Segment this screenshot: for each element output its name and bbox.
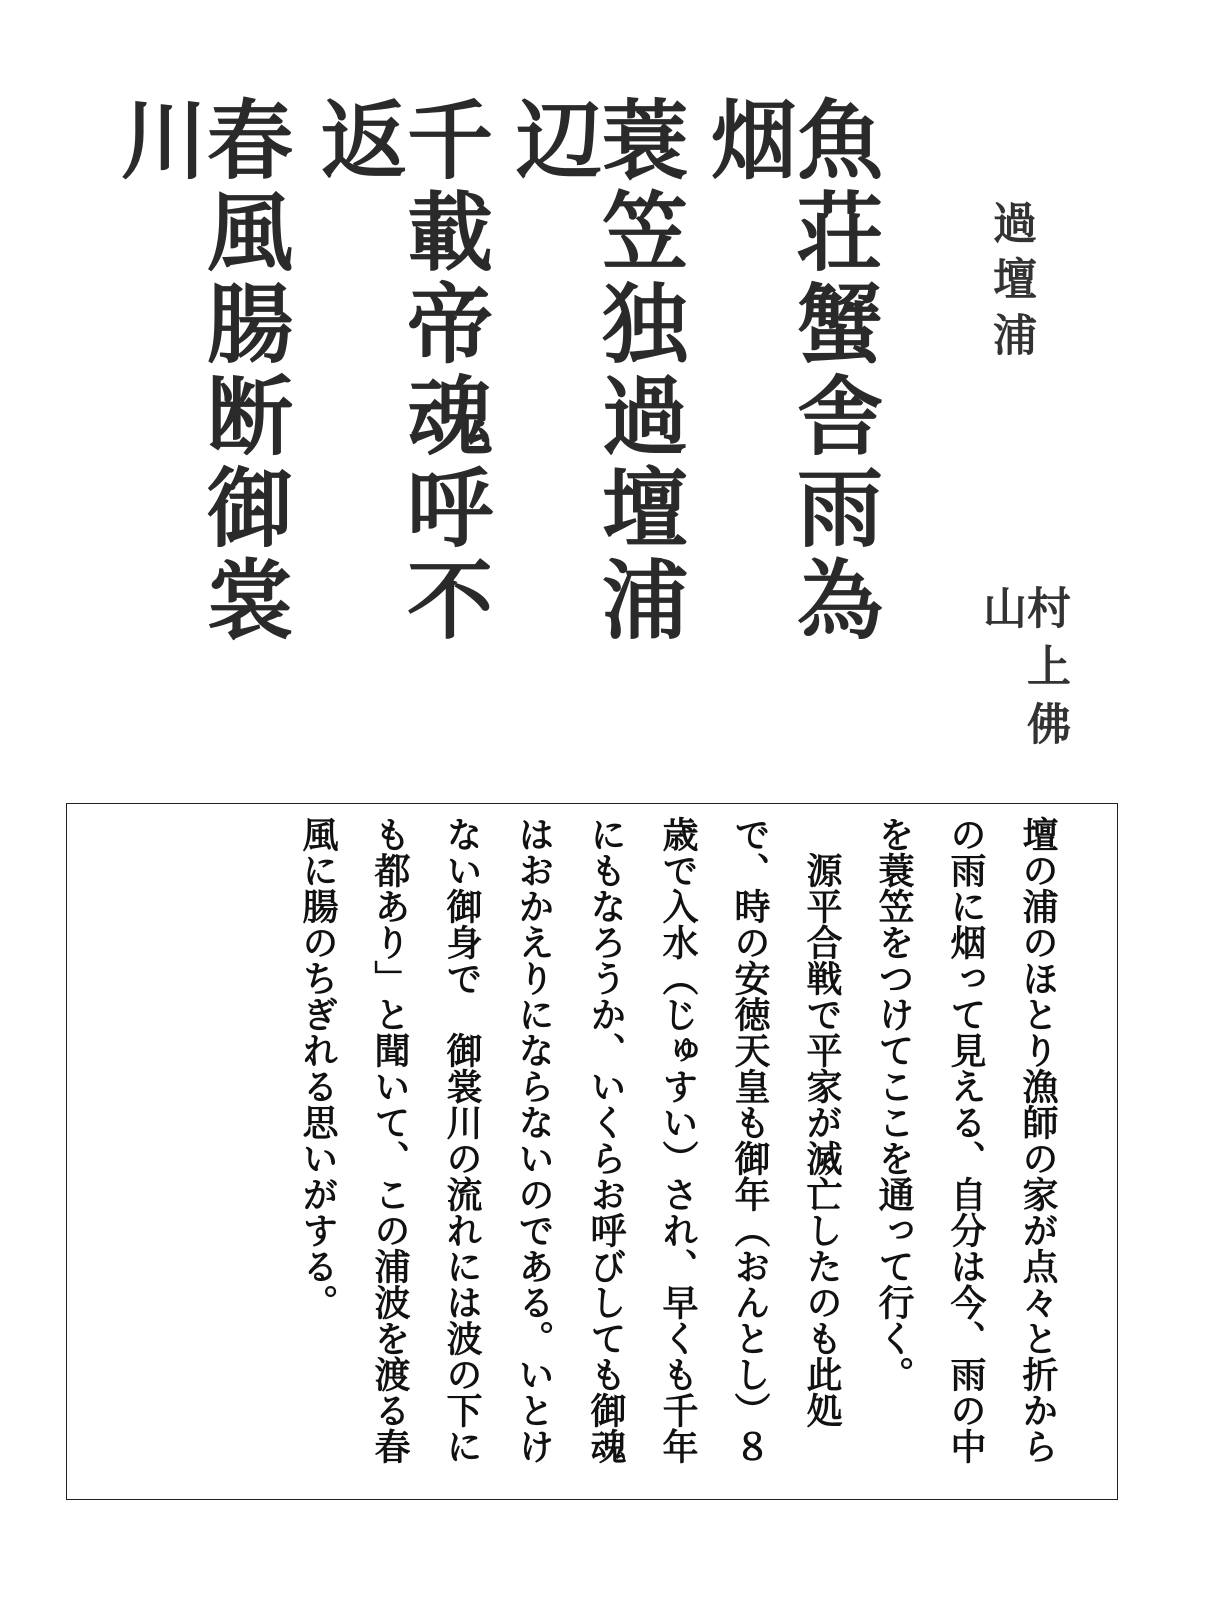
- poem-line-1: 魚荘蟹舎雨為烟: [696, 95, 883, 647]
- poem-line-4: 春風腸断御裳川: [106, 95, 293, 647]
- poem-line-3: 千載帝魂呼不返: [306, 95, 493, 647]
- translation-box: [66, 803, 1118, 1500]
- poem-block: [106, 95, 1110, 759]
- translation-text: [281, 816, 1073, 1491]
- poem-line-2: 蓑笠独過壇浦辺: [501, 95, 688, 647]
- translation-paragraph-1: 壇の浦のほとり漁師の家が点々と折からの雨に烟って見える、自分は今、雨の中を蓑笠をつけてここを通って行く。: [873, 816, 1058, 1464]
- translation-paragraph-2: 源平合戦で平家が滅亡したのも此処で、時の安徳天皇も御年（おんとし）８歳で入水（じゅすい）され、早くも千年にもなろうか、いくらお呼びしても御魂はおかえりにならないのである。いとけない御身で 御裳川の流れには波の下にも都あり」と聞いて、この浦波を渡る春風に腸のちぎれる思いがする。: [297, 816, 842, 1464]
- poem-title: 過壇浦: [985, 200, 1036, 368]
- poem-author: 村上佛山: [975, 585, 1070, 759]
